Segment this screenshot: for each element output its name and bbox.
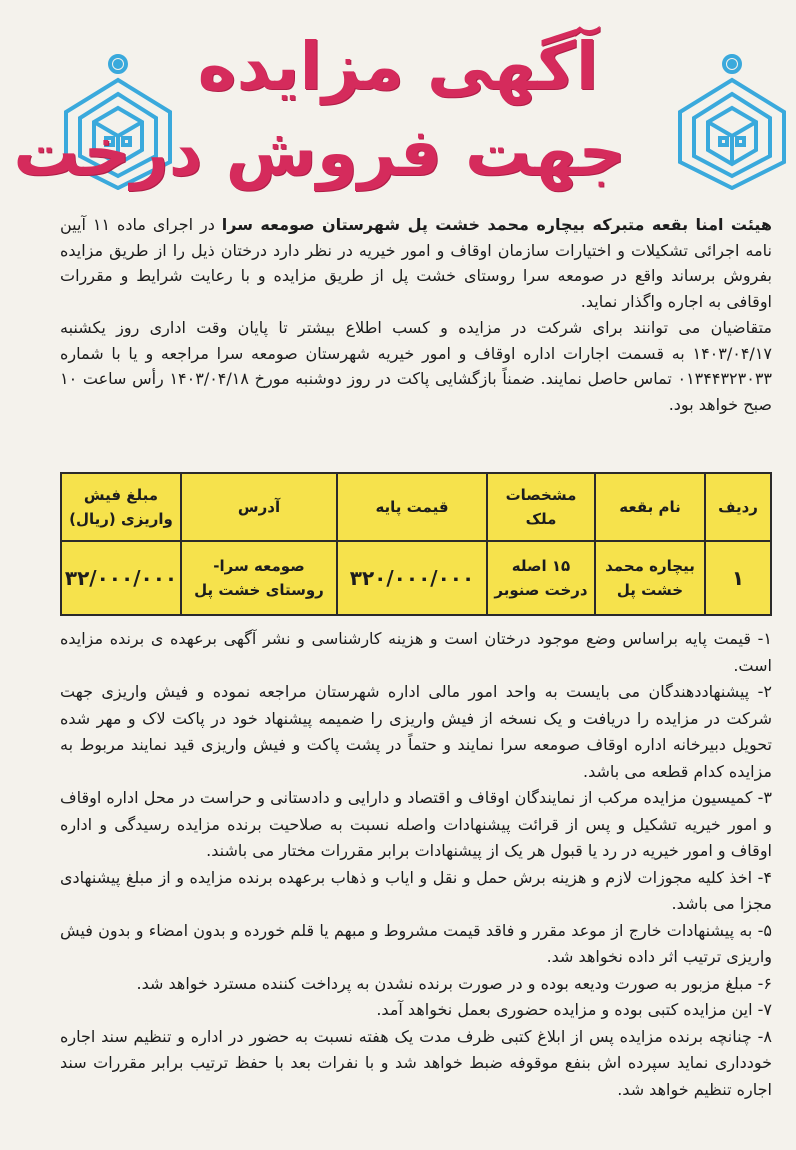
- intro-paragraph-2: متقاضیان می توانند برای شرکت در مزایده و کسب اطلاع بیشتر تا پایان وقت اداری روز یکشنبه ۱۴۰۳/۰۴/۱۷ به قسمت اجارات اداره اوقاف و امور خیریه شهرستان صومعه سرا مراجعه و یا با شماره ۰۱۳۴۴۳۲۳۰۳۳ تماس حاصل نمایند. ضمناً بازگشایی پاکت در روز دوشنبه مورخ ۱۴۰۳/۰۴/۱۸ رأس ساعت ۱۰ صبح خواهد بود.: [60, 318, 772, 414]
- ad-title-line1: آگهی مزایده: [197, 28, 599, 105]
- term-item: ۲- پیشنهاددهندگان می بایست به واحد امور مالی اداره شهرستان مراجعه نموده و فیش واریزی جهت شرکت در مزایده را دریافت و یک نسخه از فیش واریزی را ضمیمه پیشنهاد خود در پاکت لاک و مهر شده تحویل دبیرخانه اداره اوقاف صومعه سرا نمایند و حتماً در پشت پاکت و فیش واریزی قید نمایند مربوط به مزایده کدام قطعه می باشد.: [60, 682, 772, 781]
- header-property-specs: مشخصات ملک: [487, 473, 595, 541]
- intro-paragraph-1: [60, 212, 772, 314]
- terms-list: [60, 626, 772, 1103]
- ad-header: [0, 0, 796, 205]
- cell-shrine-name: بیچاره محمد خشت پل: [595, 541, 705, 615]
- intro-board-name: هیئت امنا بقعه متبرکه بیچاره محمد خشت پل شهرستان صومعه سرا: [221, 215, 773, 234]
- intro-text: [60, 212, 772, 418]
- table-row: [61, 541, 771, 615]
- header-address: آدرس: [181, 473, 337, 541]
- header-base-price: قیمت پایه: [337, 473, 487, 541]
- cell-address: صومعه سرا- روستای خشت پل: [181, 541, 337, 615]
- cell-row-no: ۱: [705, 541, 771, 615]
- term-item: ۶- مبلغ مزبور به صورت ودیعه بوده و در صورت برنده نشدن به پرداخت کننده مسترد خواهد شد.: [136, 973, 772, 993]
- header-shrine-name: نام بقعه: [595, 473, 705, 541]
- cell-deposit-amount: ۳۲/۰۰۰/۰۰۰: [61, 541, 181, 615]
- endowment-logo-icon: [672, 50, 792, 190]
- term-item: ۵- به پیشنهادات خارج از موعد مقرر و فاقد قیمت مشروط و مبهم یا قلم خورده و بدون امضاء و بدون فیش واریزی ترتیب اثر داده نخواهد شد.: [60, 920, 772, 966]
- header-row-no: ردیف: [705, 473, 771, 541]
- auction-table: [62, 472, 772, 616]
- cell-base-price: ۳۲۰/۰۰۰/۰۰۰: [337, 541, 487, 615]
- term-item: ۱- قیمت پایه براساس وضع موجود درختان است و هزینه کارشناسی و نشر آگهی برعهده ی برنده مزایده است.: [60, 629, 772, 675]
- ad-title-line2: جهت فروش درخت: [13, 114, 626, 191]
- term-item: ۷- این مزایده کتبی بوده و مزایده حضوری بعمل نخواهد آمد.: [376, 1000, 772, 1019]
- term-item: ۸- چنانچه برنده مزایده پس از ابلاغ کتبی ظرف مدت یک هفته نسبت به حضور در اداره و تنظیم سند اجاره خودداری نماید سپرده اش بنفع موقوفه ضبط خواهد شد و با نفرات بعد با حفظ ترتیب برابر مقررات سند اجاره تنظیم خواهد شد.: [60, 1026, 772, 1099]
- term-item: ۴- اخذ کلیه مجوزات لازم و هزینه برش حمل و نقل و ایاب و ذهاب برعهده برنده مزایده و از مبلغ پیشنهادی مجزا می باشد.: [60, 867, 772, 913]
- table-header-row: [61, 473, 771, 541]
- cell-property-specs: ۱۵ اصله درخت صنوبر: [487, 541, 595, 615]
- intro-paragraph-1-text: در اجرای ماده ۱۱ آیین نامه اجرائی تشکیلات و اختیارات سازمان اوقاف و امور خیریه در نظر دارد درختان ذیل را از طریق مزایده بفروش برساند واقع در صومعه سرا روستای خشت پل از طریق مزایده و با رعایت شرایط و مقررات اوقافی به اجاره واگذار نماید.: [60, 215, 772, 311]
- term-item: ۳- کمیسیون مزایده مرکب از نمایندگان اوقاف و اقتصاد و دارایی و دادستانی و حراست در محل اداره اوقاف و امور خیریه تشکیل و پس از قرائت پیشنهادات واصله نسبت به صلاحیت برنده مزایده رسیدگی و اداره اوقاف و امور خیریه در رد یا قبول هر یک از پیشنهادات برابر مقررات مختار می باشند.: [60, 788, 772, 860]
- header-deposit-amount: مبلغ فیش واریزی (ریال): [61, 473, 181, 541]
